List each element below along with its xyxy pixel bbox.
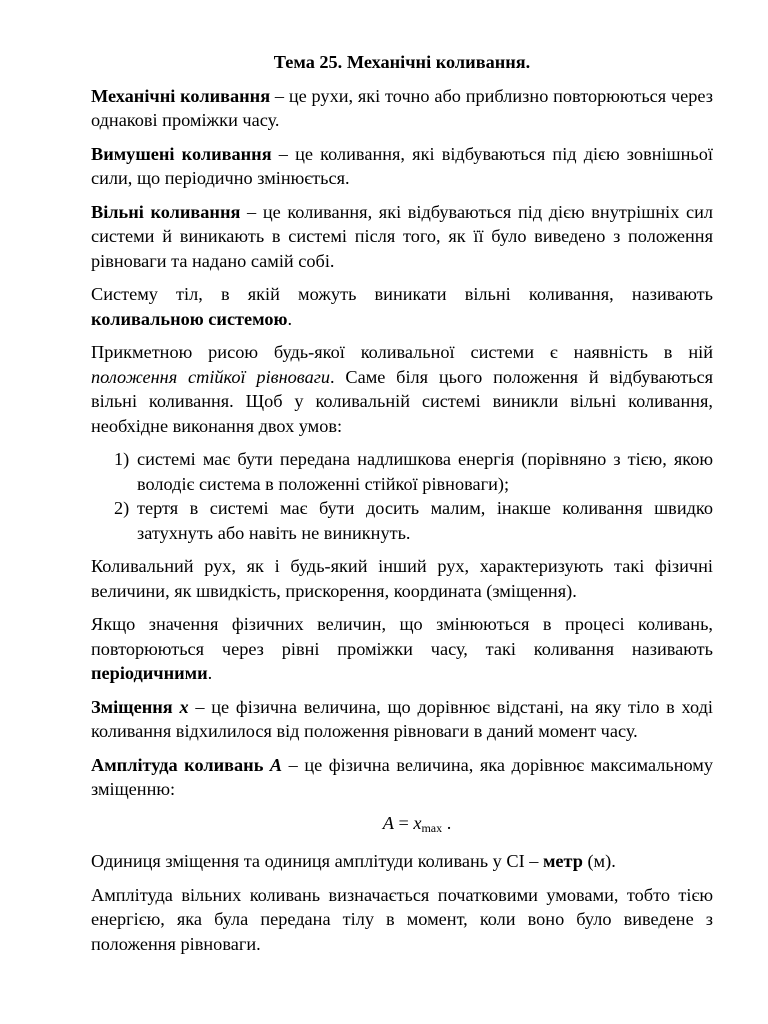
page-title: Тема 25. Механічні коливання. (273, 52, 531, 72)
paragraph-stable-equilibrium (91, 340, 713, 438)
list-number: 2) (114, 498, 130, 518)
paragraph-displacement (91, 695, 713, 744)
paragraph-oscillating-system (91, 282, 713, 331)
term-metre: метр (542, 851, 583, 871)
variable-x: x (179, 696, 189, 717)
paragraph-amplitude (91, 753, 713, 802)
term-periodic: періодичними (91, 663, 208, 683)
definition-text: – це фізична величина, яка дорівнює максимальному зміщенню: (91, 754, 713, 799)
definition-text: – це коливання, які відбуваються під дією зовнішньої сили, що періодично змінюється. (91, 143, 713, 188)
term-displacement-text: Зміщення (91, 696, 180, 717)
italic-stable-equilibrium: положення стійкої рівноваги (91, 366, 331, 387)
paragraph-text: Прикметною рисою будь-якої коливальної системи є наявність в ній (91, 342, 713, 362)
paragraph-end: . (287, 308, 293, 329)
paragraph-text: Якщо значення фізичних величин, що змінюються в процесі коливань, повторюються через рівні проміжки часу, такі коливання називають (91, 614, 713, 659)
paragraph-forced-oscillations (91, 142, 713, 191)
document-page (91, 50, 713, 965)
list-number: 1) (114, 449, 130, 469)
paragraph-text: . Саме біля цього положення й відбуваються вільні коливання. Щоб у коливальній системі виникли вільні коливання, необхідне виконання двох умов: (91, 366, 713, 436)
paragraph-text: Одиниця зміщення та одиниця амплітуди коливань у СІ – (91, 851, 543, 871)
formula-lhs: A (382, 812, 394, 833)
paragraph-end: . (207, 663, 213, 683)
definition-text: – це фізична величина, що дорівнює відстані, на яку тіло в ході коливання відхилилося від положення рівноваги в даний момент часу. (91, 696, 713, 741)
list-item (91, 447, 713, 496)
list-item (91, 496, 713, 545)
paragraph-free-oscillations (91, 200, 713, 274)
definition-text: – це коливання, які відбуваються під дією внутрішніх сил системи й виникають в системі після того, як її було виведено з положення рівноваги та надано самій собі. (91, 201, 713, 271)
paragraph-mechanical-oscillations (91, 84, 713, 133)
paragraph-physical-quantities: Коливальний рух, як і будь-який інший рух, характеризують такі фізичні величини, як швидкість, прискорення, координата (зміщення). (91, 556, 713, 601)
term-oscillating-system: коливальною системою (91, 308, 288, 329)
paragraph-periodic (91, 612, 713, 686)
term-amplitude-text: Амплітуда коливань (91, 754, 270, 775)
conditions-list (91, 447, 713, 545)
paragraph-text: Систему тіл, в якій можуть виникати вільні коливання, називають (91, 284, 713, 304)
term-displacement (91, 697, 189, 717)
formula-end: . (442, 812, 452, 833)
amplitude-formula (91, 811, 713, 841)
paragraph-initial-conditions: Амплітуда вільних коливань визначається початковими умовами, тобто тією енергією, яка була передана тілу в момент, коли воно було виведене з положення рівноваги. (91, 884, 713, 954)
paragraph-si-unit (91, 849, 713, 874)
formula-subscript: max (421, 820, 443, 835)
term-mechanical-oscillations: Механічні коливання (91, 85, 271, 106)
definition-text: – це рухи, які точно або приблизно повторюються через однакові проміжки часу. (91, 85, 713, 130)
term-amplitude (91, 755, 282, 775)
paragraph-end: (м). (582, 851, 616, 871)
formula-equals: = (393, 812, 414, 833)
term-free-oscillations: Вільні коливання (91, 201, 241, 222)
term-forced-oscillations: Вимушені коливання (91, 143, 272, 164)
variable-a: A (269, 754, 283, 775)
list-text: системі має бути передана надлишкова енергія (порівняно з тією, якою володіє система в положенні стійкої рівноваги); (137, 449, 713, 494)
formula-x: x (413, 812, 422, 833)
list-text: тертя в системі має бути досить малим, інакше коливання швидко затухнуть або навіть не виникнуть. (137, 498, 713, 543)
